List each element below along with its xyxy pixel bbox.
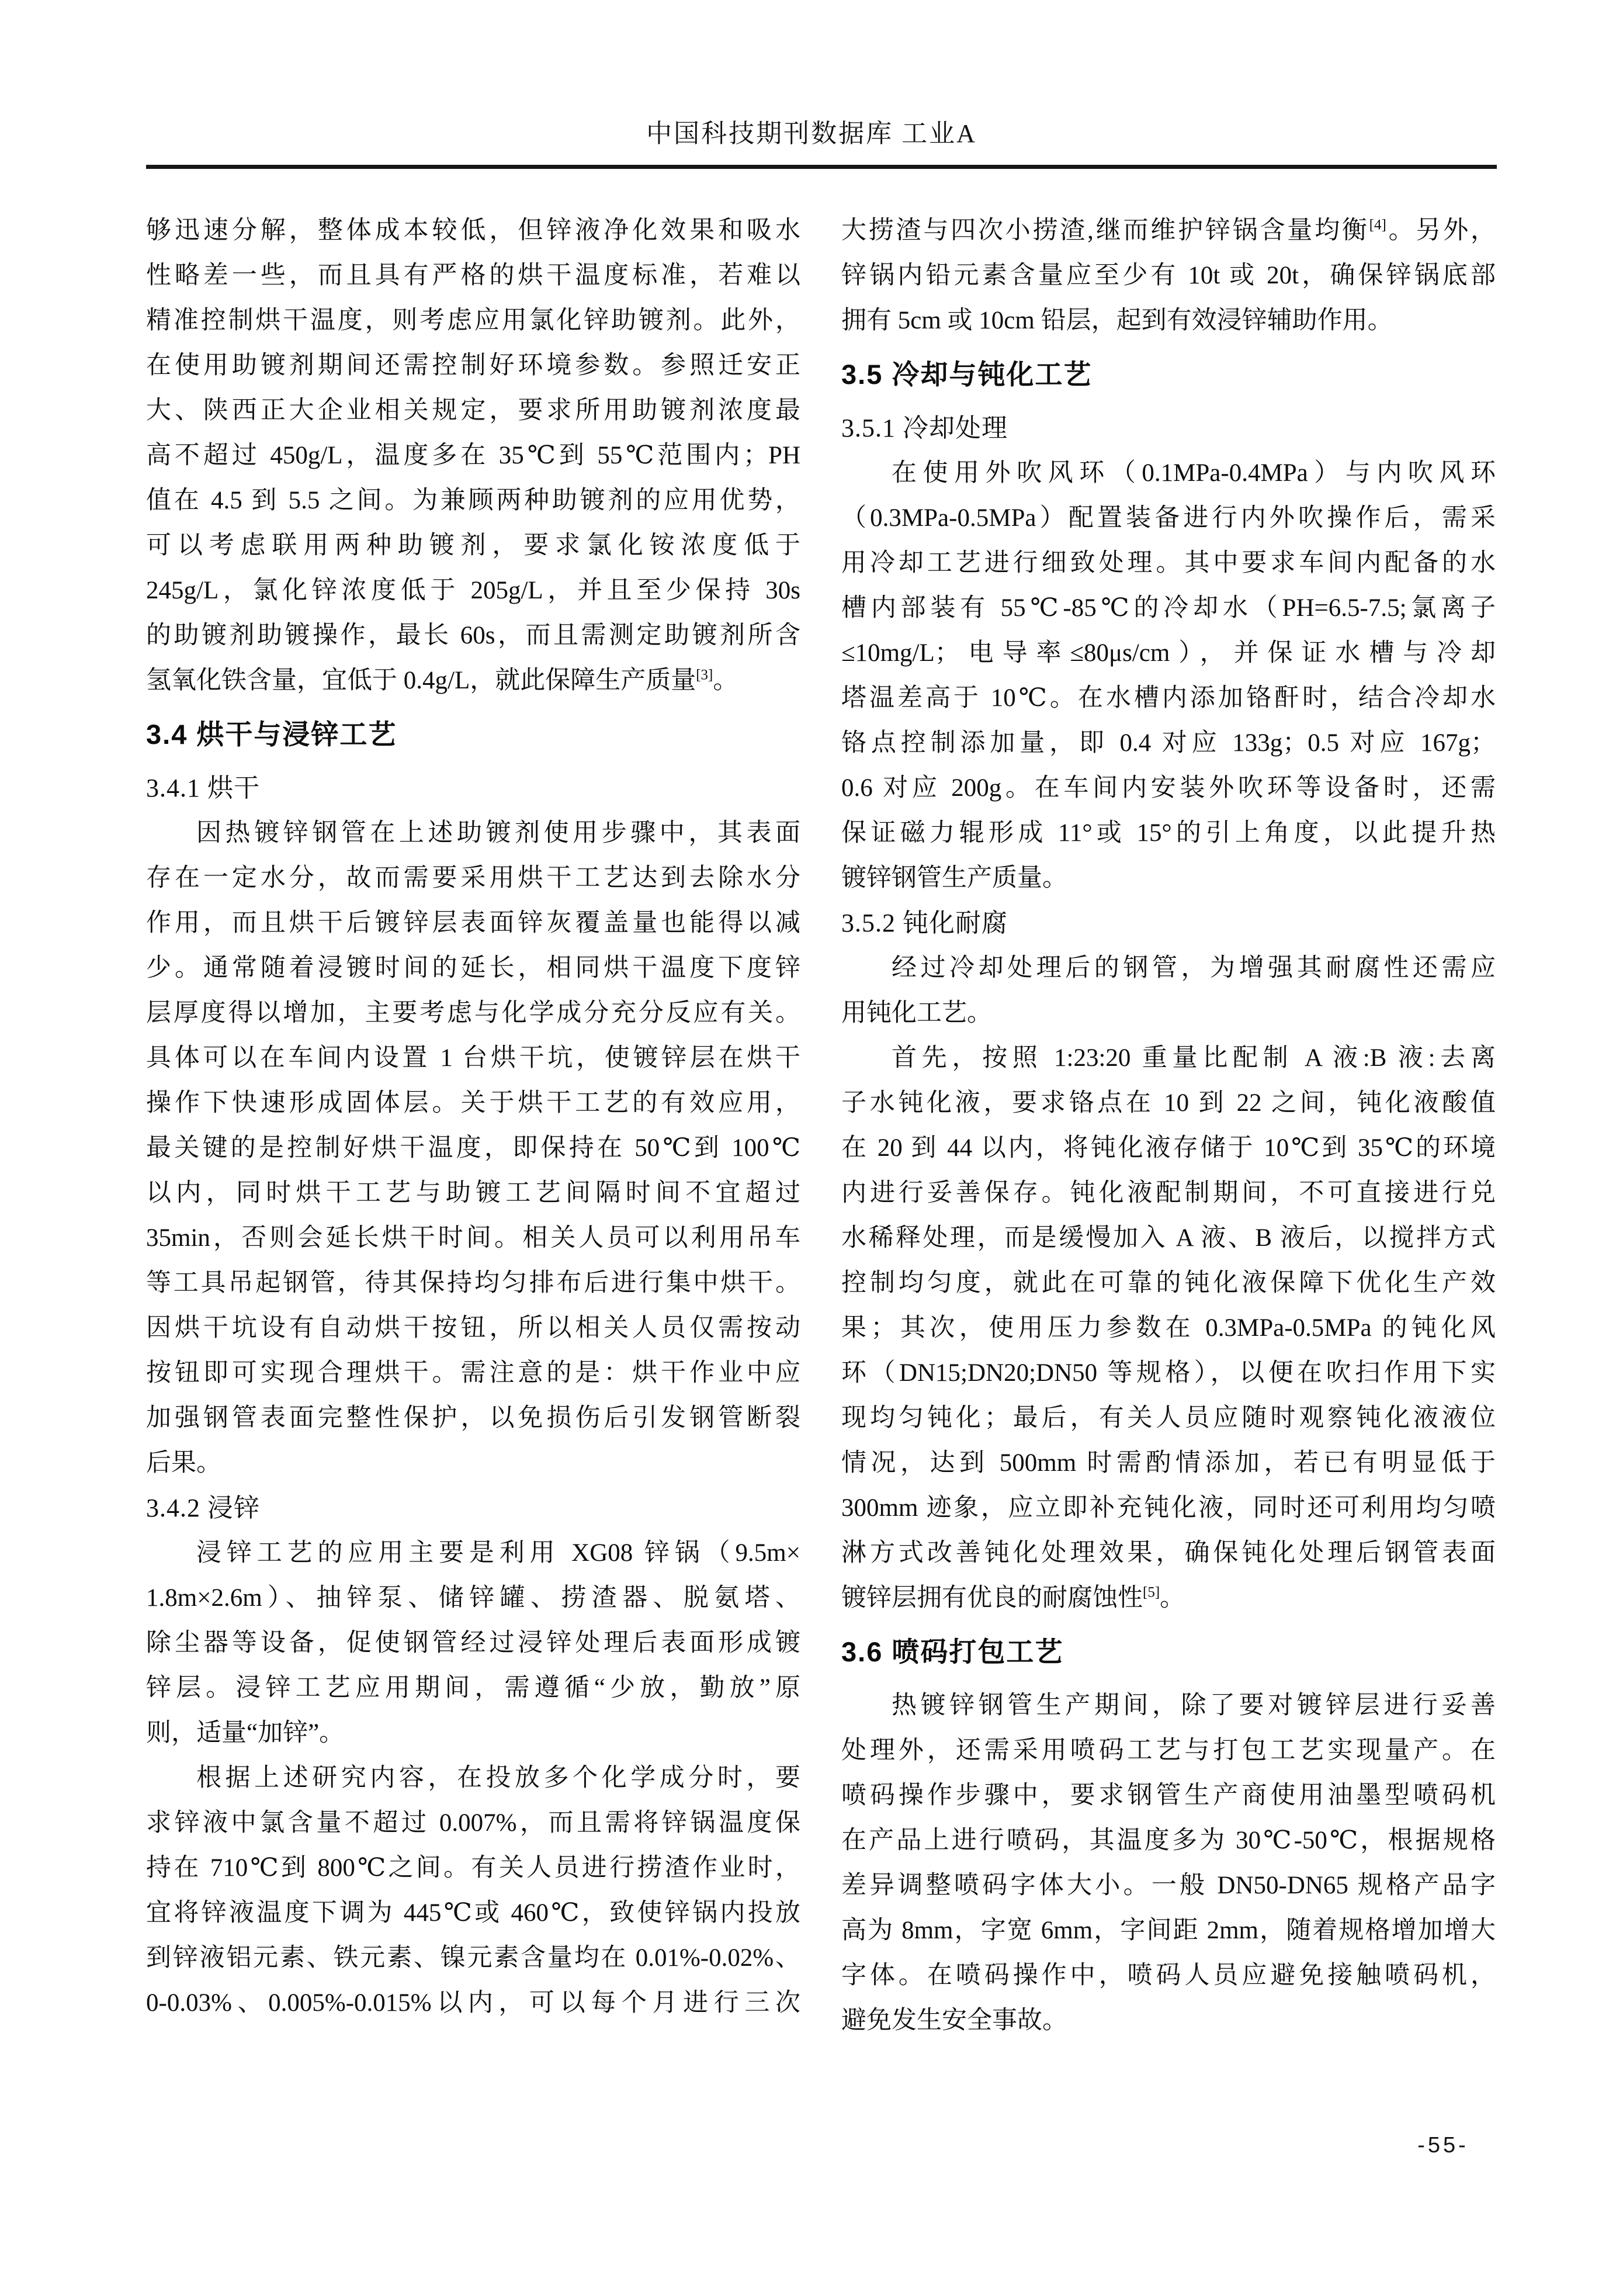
body-text-line: 因热镀锌钢管在上述助镀剂使用步骤中，其表面 [196, 819, 800, 847]
subsection-heading: 3.4.1 烘干 [146, 774, 260, 802]
body-text-line: 除尘器等设备，促使钢管经过浸锌处理后表面形成镀 [146, 1629, 800, 1657]
header-rule [146, 165, 1497, 169]
body-text-line: 则，适量“加锌”。 [146, 1719, 345, 1747]
body-text-line: 子水钝化液，要求铬点在 10 到 22 之间，钝化液酸值 [841, 1089, 1496, 1117]
body-text-line: 持在 710℃到 800℃之间。有关人员进行捞渣作业时， [146, 1854, 800, 1882]
body-text-line: ≤10mg/L；电导率≤80μs/cm），并保证水槽与冷却 [841, 639, 1496, 667]
body-text-line: 大捞渣与四次小捞渣,继而维护锌锅含量均衡[4]。另外， [841, 217, 1496, 244]
body-text-line: 高不超过 450g/L，温度多在 35℃到 55℃范围内；PH [146, 442, 800, 469]
body-text-line: 镀锌层拥有优良的耐腐蚀性[5]。 [841, 1584, 1185, 1612]
section-heading: 3.6 喷码打包工艺 [841, 1636, 1064, 1667]
body-text-line: 操作下快速形成固体层。关于烘干工艺的有效应用， [146, 1089, 800, 1117]
body-text-line: 水稀释处理，而是缓慢加入 A 液、B 液后，以搅拌方式 [841, 1224, 1496, 1252]
body-text-line: 1.8m×2.6m）、抽锌泵、储锌罐、捞渣器、脱氨塔、 [146, 1584, 800, 1612]
body-text-line: 内进行妥善保存。钝化液配制期间，不可直接进行兑 [841, 1179, 1496, 1207]
body-text-line: 后果。 [146, 1449, 221, 1477]
body-text-line: （0.3MPa-0.5MPa）配置装备进行内外吹操作后，需采 [841, 504, 1496, 532]
section-heading: 3.5 冷却与钝化工艺 [841, 359, 1093, 390]
body-text-line: 够迅速分解，整体成本较低，但锌液净化效果和吸水 [146, 217, 800, 244]
body-text-line: 在使用助镀剂期间还需控制好环境参数。参照迁安正 [146, 352, 800, 379]
body-text-line: 差异调整喷码字体大小。一般 DN50-DN65 规格产品字 [841, 1872, 1496, 1899]
body-text-line: 35min，否则会延长烘干时间。相关人员可以利用吊车 [146, 1224, 800, 1252]
body-text-line: 锌锅内铅元素含量应至少有 10t 或 20t，确保锌锅底部 [841, 262, 1496, 289]
body-text-line: 求锌液中氯含量不超过 0.007%，而且需将锌锅温度保 [146, 1809, 800, 1837]
body-text-line: 在 20 到 44 以内，将钝化液存储于 10℃到 35℃的环境 [841, 1134, 1496, 1162]
body-text-line: 300mm 迹象，应立即补充钝化液，同时还可利用均匀喷 [841, 1494, 1496, 1522]
body-text-line: 锌层。浸锌工艺应用期间，需遵循“少放，勤放”原 [146, 1674, 800, 1702]
body-text-line: 0-0.03%、0.005%-0.015%以内，可以每个月进行三次 [146, 1989, 800, 2017]
body-text-line: 加强钢管表面完整性保护，以免损伤后引发钢管断裂 [146, 1404, 800, 1432]
page-number: -55- [1417, 2133, 1469, 2158]
body-text-line: 现均匀钝化；最后，有关人员应随时观察钝化液液位 [841, 1404, 1496, 1432]
body-text-line: 保证磁力辊形成 11°或 15°的引上角度，以此提升热 [841, 819, 1496, 847]
body-text-line: 高为 8mm，字宽 6mm，字间距 2mm，随着规格增加增大 [841, 1917, 1496, 1944]
subsection-heading: 3.5.2 钝化耐腐 [841, 909, 1008, 937]
body-text-line: 处理外，还需采用喷码工艺与打包工艺实现量产。在 [841, 1737, 1496, 1764]
body-text-line: 热镀锌钢管生产期间，除了要对镀锌层进行妥善 [892, 1692, 1496, 1719]
citation-superscript: [4] [1369, 217, 1386, 233]
body-text-line: 按钮即可实现合理烘干。需注意的是：烘干作业中应 [146, 1359, 800, 1387]
subsection-heading: 3.5.1 冷却处理 [841, 414, 1008, 442]
body-text-line: 性略差一些，而且具有严格的烘干温度标准，若难以 [146, 262, 800, 289]
body-text-line: 镀锌钢管生产质量。 [841, 864, 1067, 892]
body-text-line: 用冷却工艺进行细致处理。其中要求车间内配备的水 [841, 549, 1496, 577]
body-text-line: 值在 4.5 到 5.5 之间。为兼顾两种助镀剂的应用优势， [146, 487, 800, 514]
body-text-line: 根据上述研究内容，在投放多个化学成分时，要 [196, 1764, 800, 1792]
body-text-line: 塔温差高于 10℃。在水槽内添加铬酐时，结合冷却水 [841, 684, 1496, 712]
body-text-line: 淋方式改善钝化处理效果，确保钝化处理后钢管表面 [841, 1539, 1496, 1567]
body-text-line: 最关键的是控制好烘干温度，即保持在 50℃到 100℃ [146, 1134, 800, 1162]
body-text-line: 氢氧化铁含量，宜低于 0.4g/L，就此保障生产质量[3]。 [146, 667, 738, 694]
body-text-line: 避免发生安全事故。 [841, 2007, 1067, 2034]
body-text-line: 用钝化工艺。 [841, 999, 992, 1027]
body-text-line: 0.6 对应 200g。在车间内安装外吹环等设备时，还需 [841, 774, 1496, 802]
body-text-line: 宜将锌液温度下调为 445℃或 460℃，致使锌锅内投放 [146, 1899, 800, 1927]
body-text-line: 的助镀剂助镀操作，最长 60s，而且需测定助镀剂所含 [146, 622, 800, 649]
body-text-line: 具体可以在车间内设置 1 台烘干坑，使镀锌层在烘干 [146, 1044, 800, 1072]
left-text-column [146, 208, 800, 2025]
body-text-line: 精准控制烘干温度，则考虑应用氯化锌助镀剂。此外， [146, 307, 800, 334]
body-text-line: 浸锌工艺的应用主要是利用 XG08 锌锅（9.5m× [196, 1539, 800, 1567]
body-text-line: 大、陕西正大企业相关规定，要求所用助镀剂浓度最 [146, 397, 800, 424]
body-text-line: 首先，按照 1:23:20 重量比配制 A 液:B 液:去离 [892, 1044, 1496, 1072]
body-text-line: 拥有 5cm 或 10cm 铅层，起到有效浸锌辅助作用。 [841, 307, 1393, 334]
body-text-line: 等工具吊起钢管，待其保持均匀排布后进行集中烘干。 [146, 1269, 800, 1297]
body-text-line: 以内，同时烘干工艺与助镀工艺间隔时间不宜超过 [146, 1179, 800, 1207]
body-text-line: 到锌液铝元素、铁元素、镍元素含量均在 0.01%-0.02%、 [146, 1944, 800, 1972]
body-text-line: 存在一定水分，故而需要采用烘干工艺达到去除水分 [146, 864, 800, 892]
body-text-line: 环（DN15;DN20;DN50 等规格），以便在吹扫作用下实 [841, 1359, 1496, 1387]
body-text-line: 少。通常随着浸镀时间的延长，相同烘干温度下度锌 [146, 954, 800, 982]
body-text-line: 245g/L，氯化锌浓度低于 205g/L，并且至少保持 30s [146, 577, 800, 604]
subsection-heading: 3.4.2 浸锌 [146, 1494, 260, 1522]
body-text-line: 可以考虑联用两种助镀剂，要求氯化铵浓度低于 [146, 532, 800, 559]
body-text-line: 果；其次，使用压力参数在 0.3MPa-0.5MPa 的钝化风 [841, 1314, 1496, 1342]
body-text-line: 字体。在喷码操作中，喷码人员应避免接触喷码机， [841, 1962, 1496, 1989]
body-text-line: 情况，达到 500mm 时需酌情添加，若已有明显低于 [841, 1449, 1496, 1477]
body-text-line: 槽内部装有 55℃-85℃的冷却水（PH=6.5-7.5;氯离子 [841, 594, 1496, 622]
body-text-line: 在产品上进行喷码，其温度多为 30℃-50℃，根据规格 [841, 1827, 1496, 1854]
section-heading: 3.4 烘干与浸锌工艺 [146, 719, 397, 750]
body-text-line: 铬点控制添加量，即 0.4 对应 133g；0.5 对应 167g； [841, 729, 1496, 757]
body-text-line: 层厚度得以增加，主要考虑与化学成分充分反应有关。 [146, 999, 800, 1027]
body-text-line: 作用，而且烘干后镀锌层表面锌灰覆盖量也能得以减 [146, 909, 800, 937]
body-text-line: 经过冷却处理后的钢管，为增强其耐腐性还需应 [892, 954, 1496, 982]
body-text-line: 因烘干坑设有自动烘干按钮，所以相关人员仅需按动 [146, 1314, 800, 1342]
citation-superscript: [5] [1143, 1584, 1160, 1601]
body-text-line: 控制均匀度，就此在可靠的钝化液保障下优化生产效 [841, 1269, 1496, 1297]
body-text-line: 喷码操作步骤中，要求钢管生产商使用油墨型喷码机 [841, 1782, 1496, 1809]
body-text-line: 在使用外吹风环（0.1MPa-0.4MPa）与内吹风环 [892, 459, 1496, 487]
journal-header-title: 中国科技期刊数据库 工业A [646, 119, 977, 148]
citation-superscript: [3] [696, 667, 713, 683]
right-text-column [841, 208, 1496, 2043]
